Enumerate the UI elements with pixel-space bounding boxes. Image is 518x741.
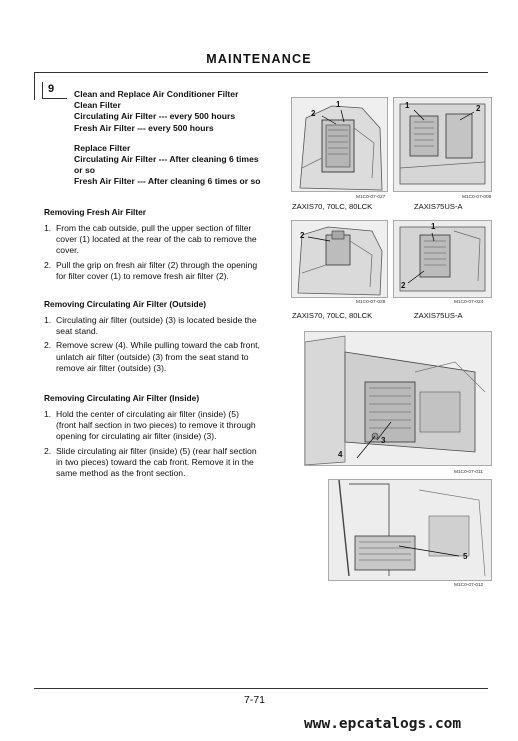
step-text-line: Remove screw (4). While pulling toward the cab front, xyxy=(56,340,260,351)
figure-illustration xyxy=(305,332,491,465)
step-text-line: Circulating air filter (outside) (3) is located beside the xyxy=(56,315,257,325)
page-header-title: MAINTENANCE xyxy=(206,52,312,66)
left-margin-rule xyxy=(34,72,35,100)
step-number: 1. xyxy=(44,315,52,325)
figure-caption-model: ZAXIS70, 70LC, 80LCK xyxy=(292,311,373,320)
figure-code: M1C0-07-011 xyxy=(454,470,483,475)
heading-line: Fresh Air Filter --- After cleaning 6 times or so xyxy=(74,176,261,187)
callout-label: 1 xyxy=(431,222,436,231)
callout-label: 4 xyxy=(338,450,343,459)
step-text-line: same method as the front section. xyxy=(56,468,186,479)
figure-code: M1C0-07-009 xyxy=(462,195,492,200)
heading-line: Circulating Air Filter --- After cleaning 6 times xyxy=(74,154,259,165)
figure-caption-model: ZAXIS70, 70LC, 80LCK xyxy=(292,202,373,211)
figure-code: M1C0-07-012 xyxy=(454,583,484,588)
callout-label: 2 xyxy=(476,104,481,113)
section-number-box xyxy=(42,82,67,99)
heading-line: Clean Filter xyxy=(74,100,121,111)
figure-code: M1C0-07-024 xyxy=(454,300,484,305)
heading-line: Replace Filter xyxy=(74,142,131,153)
callout-label: 1 xyxy=(405,101,410,110)
step-item xyxy=(44,340,276,374)
step-number: 1. xyxy=(44,409,52,419)
callout-label: 1 xyxy=(336,100,341,109)
step-item xyxy=(44,446,276,480)
step-text-line: opening for circulating air filter (inside) (3). xyxy=(56,431,217,442)
heading-line: or so xyxy=(74,165,96,176)
step-item xyxy=(44,260,276,282)
step-text-line: Pull the grip on fresh air filter (2) through the opening xyxy=(56,259,258,270)
procedure-steps-circulating-outside xyxy=(44,315,276,377)
step-number: 2. xyxy=(44,259,52,270)
callout-label: 3 xyxy=(381,436,386,445)
step-number: 1. xyxy=(44,223,52,233)
figure-illustration xyxy=(394,221,491,297)
procedure-steps-circulating-inside xyxy=(44,409,276,482)
step-item xyxy=(44,223,276,257)
step-text-line: cover. xyxy=(56,245,79,256)
figure-caption-model: ZAXIS75US-A xyxy=(414,202,463,211)
procedure-steps-fresh-air xyxy=(44,223,276,285)
callout-label: 2 xyxy=(401,281,406,290)
step-text-line: unlatch air filter (outside) (3) from the seat stand to xyxy=(56,351,249,362)
figure-caption-model: ZAXIS75US-A xyxy=(414,311,463,320)
step-text-line: for filter cover (1) to remove fresh air filter (2). xyxy=(56,270,229,281)
figure-cab-rear-filter-cover-zaxis70 xyxy=(291,97,388,192)
step-text-line: in two pieces) toward the cab front. Remove it in the xyxy=(56,456,254,467)
section-number: 9 xyxy=(48,83,55,95)
figure-illustration xyxy=(292,98,387,191)
figure-fresh-air-filter-zaxis70 xyxy=(291,220,388,298)
step-item xyxy=(44,315,276,337)
page-number: 7-71 xyxy=(244,694,266,706)
figure-illustration xyxy=(292,221,387,297)
callout-label: 5 xyxy=(463,552,468,561)
heading-line: Clean and Replace Air Conditioner Filter xyxy=(74,89,239,99)
figure-cab-rear-filter-cover-zaxis75us xyxy=(393,97,492,192)
figure-circulating-filter-inside xyxy=(328,479,492,581)
step-item xyxy=(44,409,276,443)
step-text-line: cover (1) located at the rear of the cab to remove the xyxy=(56,234,257,245)
step-number: 2. xyxy=(44,340,52,351)
step-text-line: Hold the center of circulating air filter (inside) (5) xyxy=(56,409,239,419)
procedure-title-circulating-outside: Removing Circulating Air Filter (Outside) xyxy=(44,299,207,309)
step-text-line: (front half section in two pieces) to remove it through xyxy=(56,420,256,431)
figure-fresh-air-filter-zaxis75us xyxy=(393,220,492,298)
step-number: 2. xyxy=(44,445,52,456)
figure-circulating-filter-outside xyxy=(304,331,492,466)
watermark-link[interactable]: www.epcatalogs.com xyxy=(304,716,462,732)
step-text-line: remove air filter (outside) (3). xyxy=(56,362,167,373)
figure-code: M1C0-07-028 xyxy=(356,300,386,305)
callout-label: 2 xyxy=(300,231,305,240)
header-divider xyxy=(34,72,488,73)
step-text-line: Slide circulating air filter (inside) (5) (rear half section xyxy=(56,445,257,456)
figure-code: M1C0-07-027 xyxy=(356,195,386,200)
heading-line: Circulating Air Filter --- every 500 hours xyxy=(74,111,236,122)
step-text-line: From the cab outside, pull the upper section of filter xyxy=(56,223,252,233)
procedure-title-fresh-air: Removing Fresh Air Filter xyxy=(44,207,147,217)
callout-label: 2 xyxy=(311,109,316,118)
step-text-line: seat stand. xyxy=(56,326,99,337)
heading-line: Fresh Air Filter --- every 500 hours xyxy=(74,122,214,133)
figure-illustration xyxy=(329,480,491,580)
section-heading xyxy=(74,89,284,188)
footer-divider xyxy=(34,688,488,689)
procedure-title-circulating-inside: Removing Circulating Air Filter (Inside) xyxy=(44,393,200,403)
